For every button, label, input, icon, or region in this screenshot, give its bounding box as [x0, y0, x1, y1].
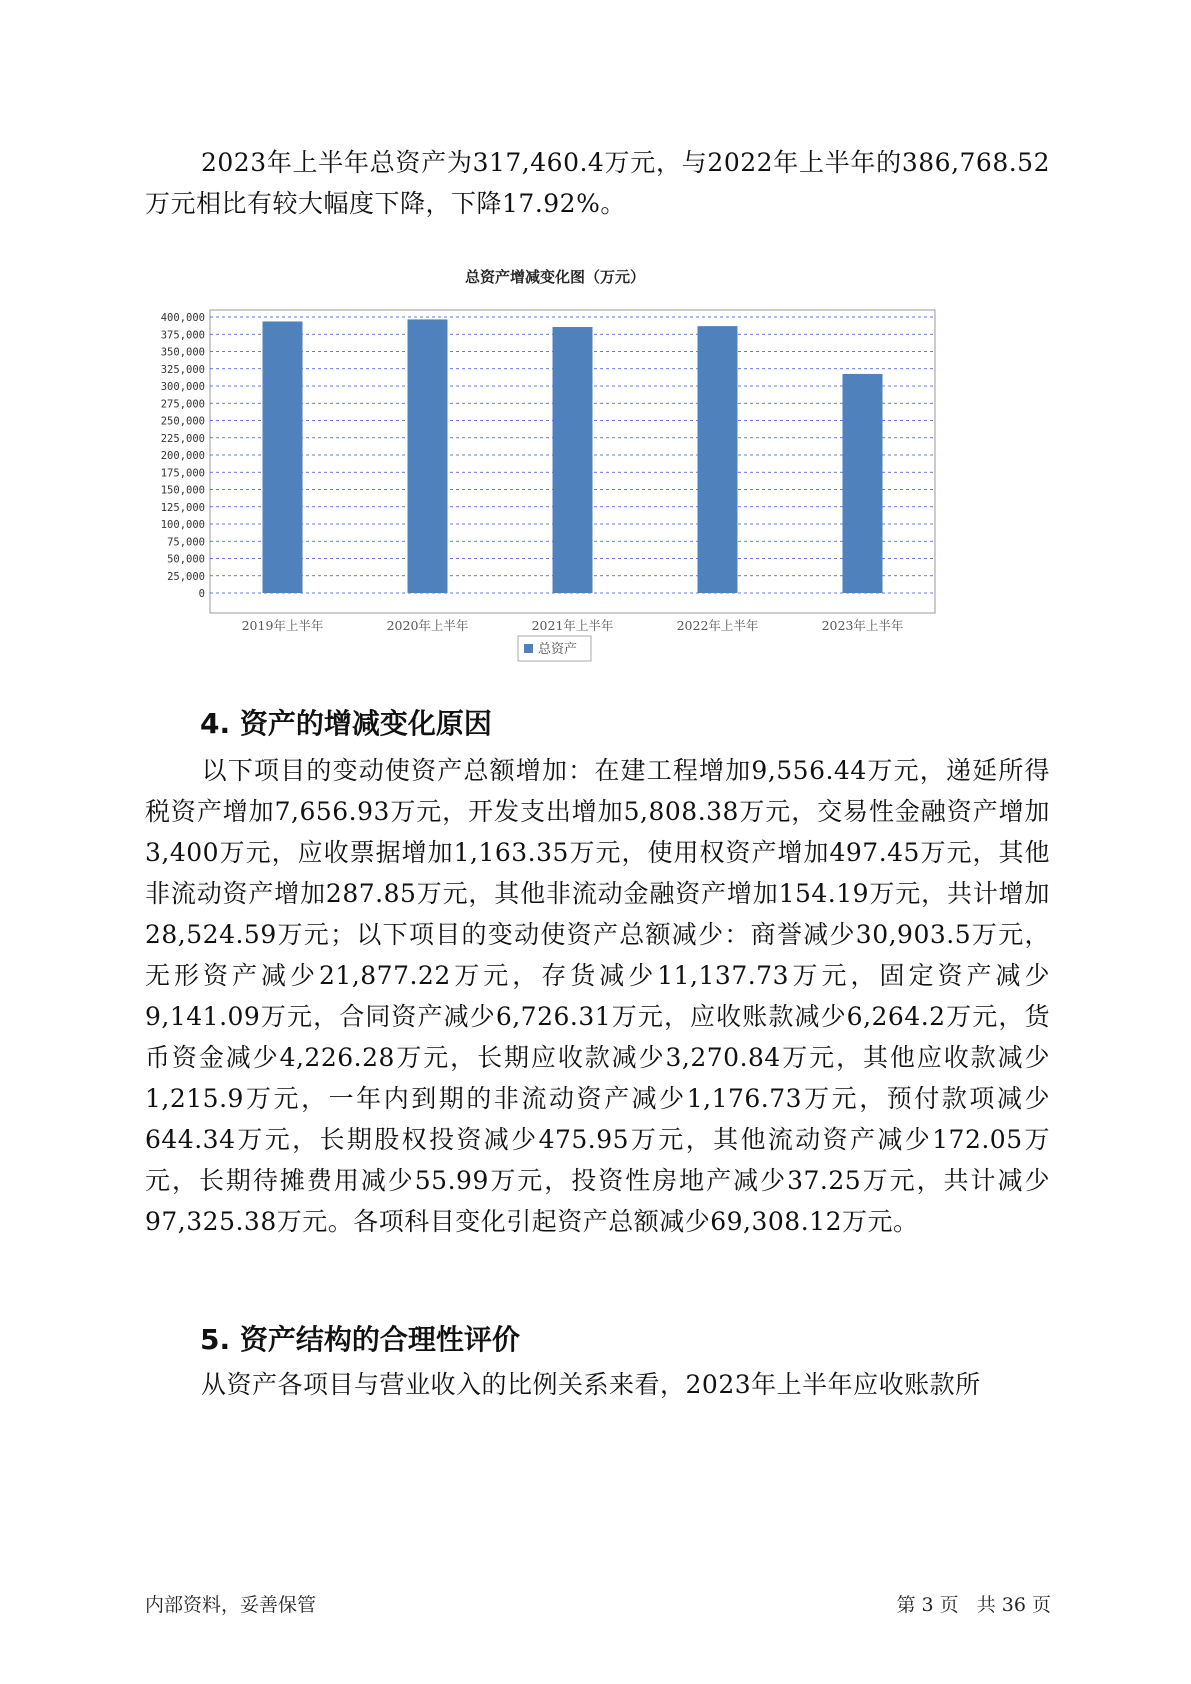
x-tick-label: 2021年上半年	[531, 618, 614, 633]
y-tick-label: 125,000	[160, 501, 205, 514]
bar	[698, 326, 738, 593]
y-axis-ticks	[161, 312, 205, 600]
y-tick-label: 75,000	[167, 536, 205, 549]
y-tick-label: 0	[198, 588, 205, 600]
legend	[518, 636, 591, 661]
y-tick-label: 200,000	[160, 450, 205, 462]
section-5-paragraph	[145, 1364, 1050, 1405]
y-tick-label: 250,000	[160, 415, 205, 428]
x-tick-label: 2019年上半年	[241, 618, 324, 633]
footer-confidential-note: 内部资料，妥善保管	[145, 1594, 317, 1616]
section-5-paragraph-text: 从资产各项目与营业收入的比例关系来看，2023年上半年应收账款所	[201, 1370, 981, 1399]
intro-paragraph	[145, 142, 1050, 224]
x-axis-ticks	[242, 618, 904, 633]
y-tick-label: 175,000	[160, 467, 205, 480]
x-tick-label: 2020年上半年	[386, 618, 469, 633]
y-tick-label: 325,000	[160, 363, 205, 376]
x-tick-label: 2022年上半年	[676, 618, 759, 633]
y-tick-label: 275,000	[160, 398, 205, 411]
y-tick-label: 50,000	[167, 553, 205, 566]
y-tick-label: 100,000	[160, 519, 205, 531]
intro-paragraph-text: 2023年上半年总资产为317,460.4万元，与2022年上半年的386,768.52万元相比有较大幅度下降，下降17.92%。	[145, 148, 1050, 218]
y-tick-label: 225,000	[160, 432, 205, 445]
y-tick-label: 25,000	[167, 570, 205, 583]
bar	[408, 319, 448, 593]
legend-label: 总资产	[538, 642, 578, 657]
bar	[553, 327, 593, 593]
y-tick-label: 300,000	[160, 381, 205, 393]
y-tick-label: 350,000	[160, 346, 205, 359]
total-assets-bar-chart	[150, 262, 950, 672]
y-tick-label: 400,000	[160, 312, 205, 324]
bar	[263, 321, 303, 593]
legend-swatch	[524, 644, 533, 653]
footer-page-number: 第 3 页 共 36 页	[896, 1594, 1051, 1616]
section-5-heading: 5. 资产结构的合理性评价	[200, 1323, 520, 1356]
chart-title: 总资产增减变化图（万元）	[464, 268, 646, 286]
x-tick-label: 2023年上半年	[821, 618, 904, 633]
y-tick-label: 150,000	[160, 484, 205, 497]
section-4-heading: 4. 资产的增减变化原因	[200, 707, 492, 740]
y-tick-label: 375,000	[160, 329, 205, 342]
section-4-paragraph-text: 以下项目的变动使资产总额增加：在建工程增加9,556.44万元，递延所得税资产增加7,656.93万元，开发支出增加5,808.38万元，交易性金融资产增加3,400万元，应收票据增加1,163.35万元，使用权资产增加497.45万元，其他非流动资产增加287.85万元，其他非流动金融资产增加154.19万元，共计增加28,524.59万元；以下项目的变动使资产总额减少：商誉减少30,903.5万元，无形资产减少21,877.22万元，存货减少11,137.73万元，固定资产减少9,141.09万元，合同资产减少6,726.31万元，应收账款减少6,264.2万元，货币资金减少4,226.28万元，长期应收款减少3,270.84万元，其他应收款减少1,215.9万元，一年内到期的非流动资产减少1,176.73万元，预付款项减少644.34万元，长期股权投资减少475.95万元，其他流动资产减少172.05万元，长期待摊费用减少55.99万元，投资性房地产减少37.25万元，共计减少97,325.38万元。各项科目变化引起资产总额减少69,308.12万元。	[145, 756, 1050, 1236]
bar	[843, 374, 883, 593]
section-4-paragraph	[145, 750, 1050, 1242]
